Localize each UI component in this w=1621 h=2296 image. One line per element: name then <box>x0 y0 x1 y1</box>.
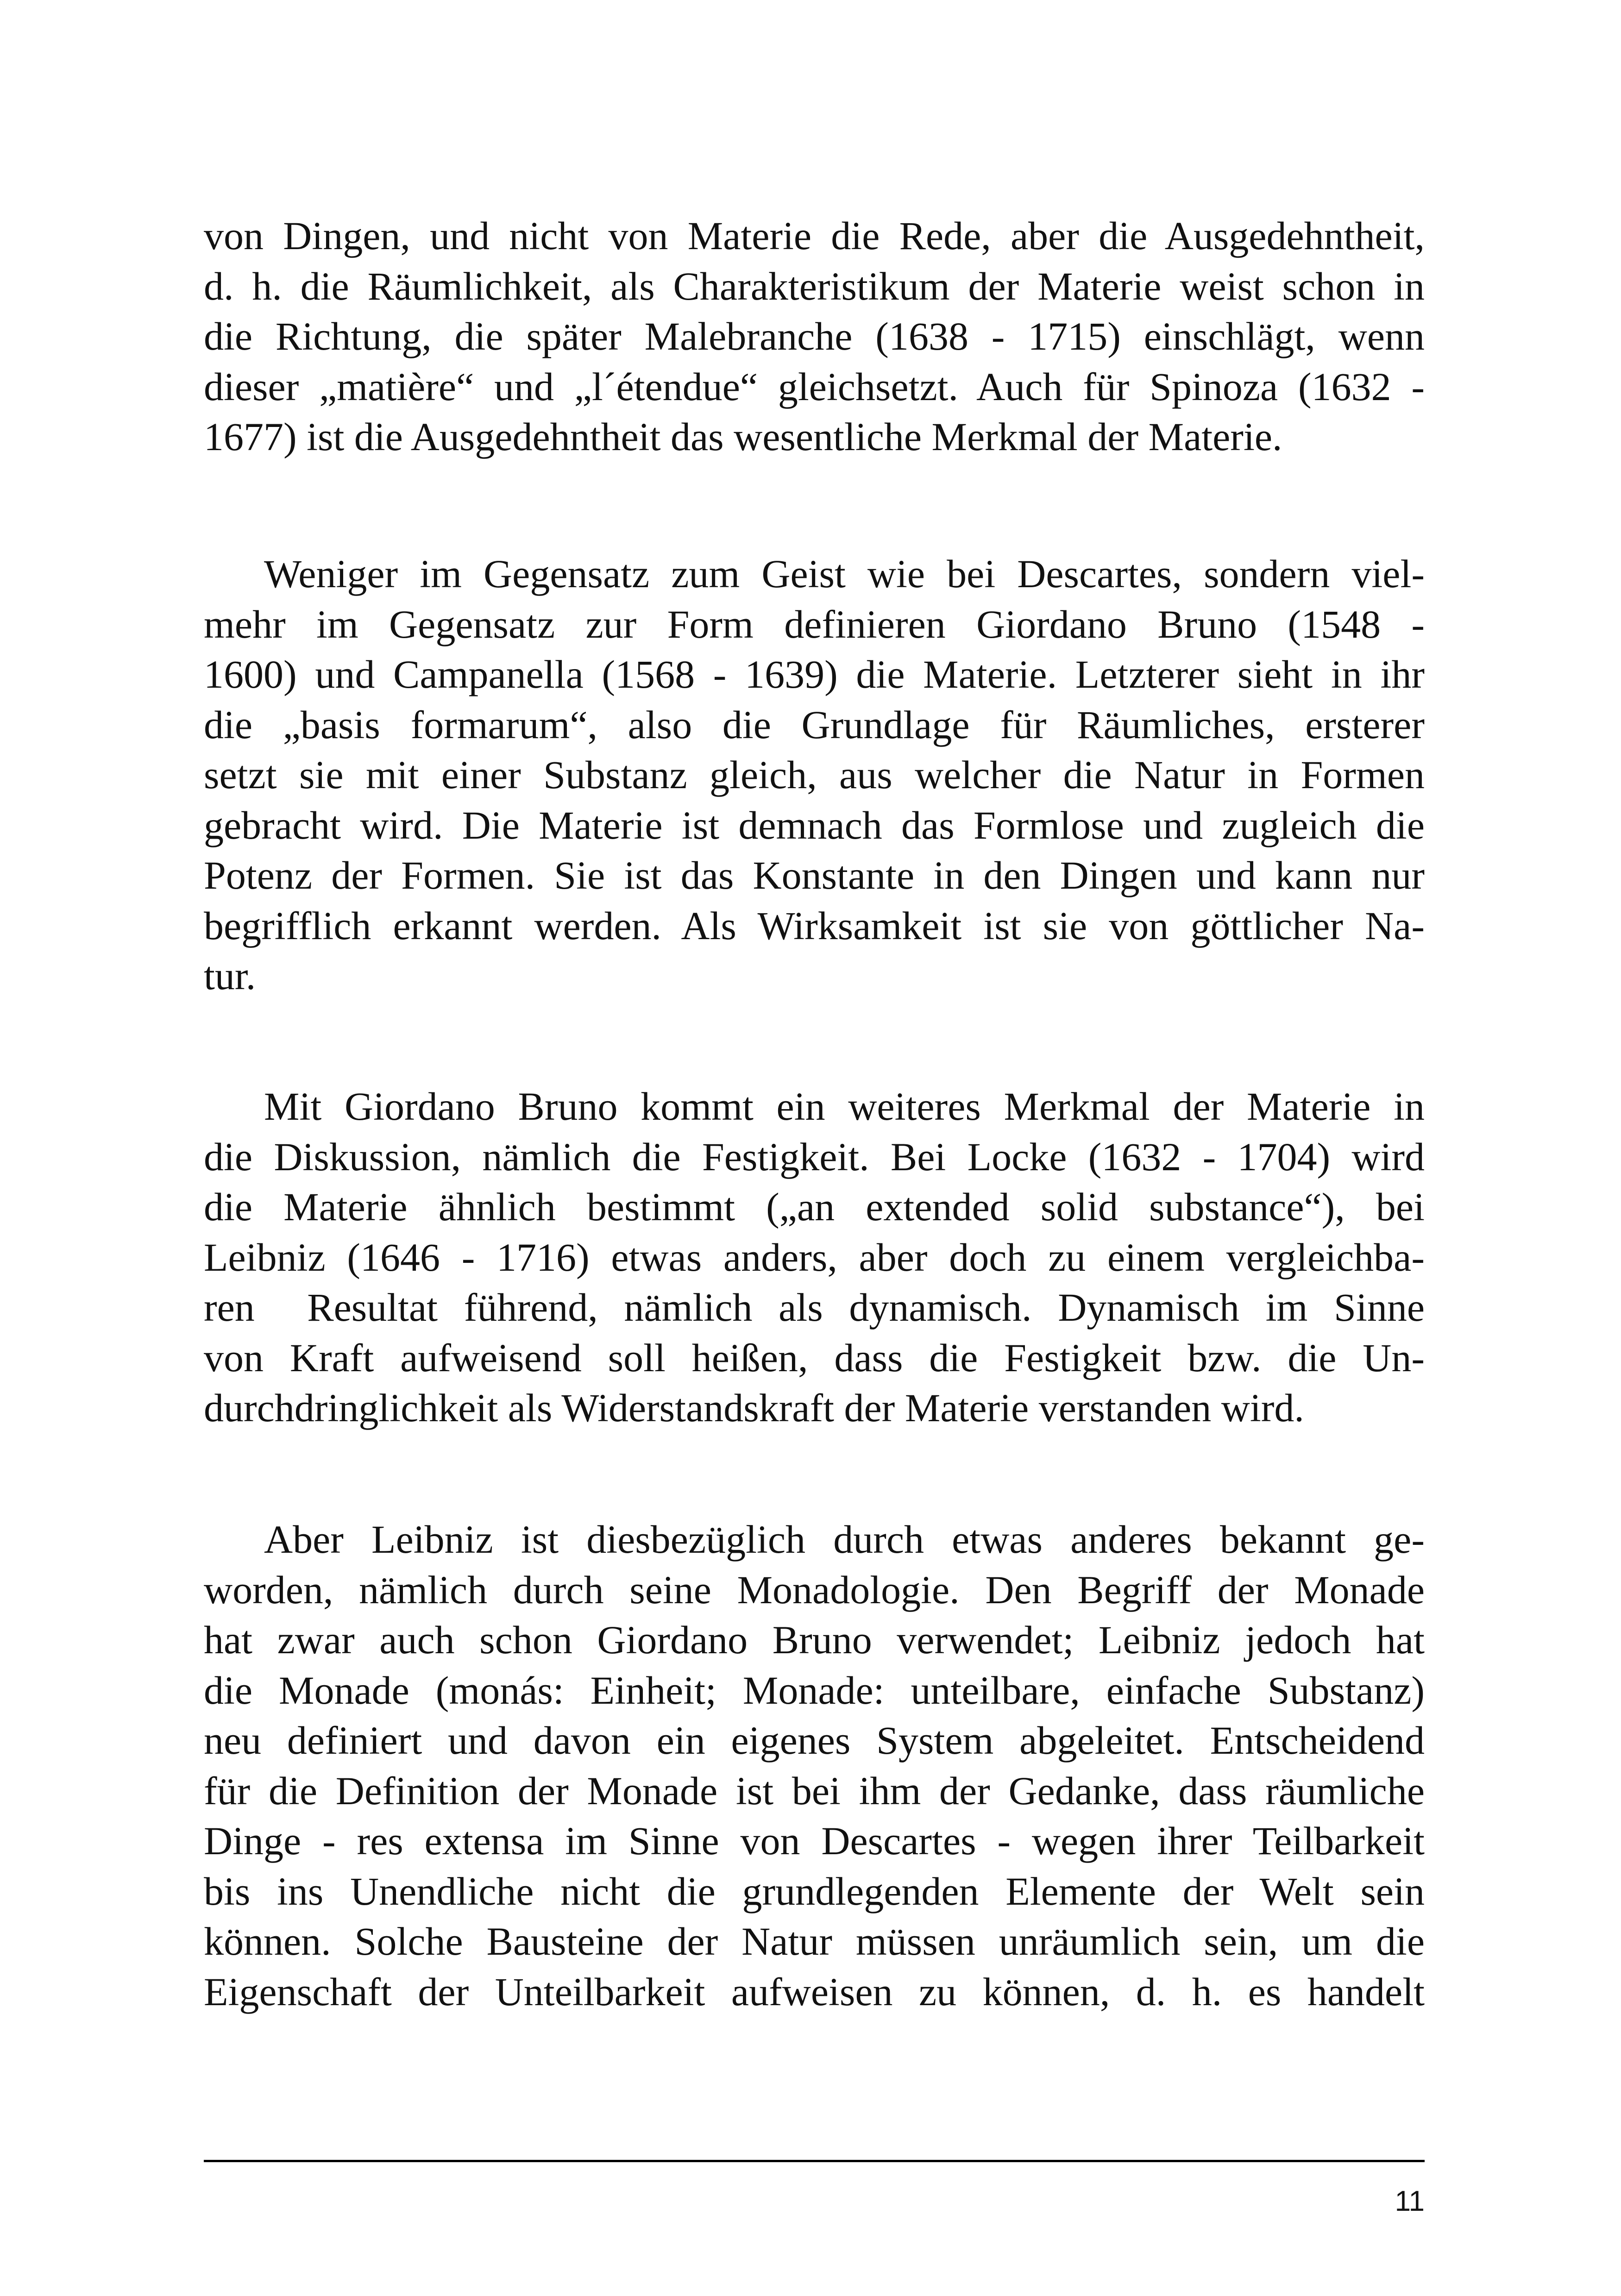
paragraph-1 <box>204 211 1425 462</box>
text-line: mehr im Gegensatz zur Form definieren Giordano Bruno (1548 - <box>204 602 1425 646</box>
text-line: 1600) und Campanella (1568 - 1639) die Materie. Letzterer sieht in ihr <box>204 652 1425 696</box>
text-line: tur. <box>204 954 256 998</box>
footer-divider <box>204 2160 1425 2162</box>
text-line: Dinge - res extensa im Sinne von Descartes - wegen ihrer Teilbarkeit <box>204 1819 1425 1863</box>
text-line: neu definiert und davon ein eigenes System abgeleitet. Entscheidend <box>204 1718 1425 1763</box>
text-line: begrifflich erkannt werden. Als Wirksamkeit ist sie von göttlicher Na- <box>204 903 1425 948</box>
text-line: gebracht wird. Die Materie ist demnach das Formlose und zugleich die <box>204 803 1425 847</box>
text-line: Potenz der Formen. Sie ist das Konstante in den Dingen und kann nur <box>204 853 1425 897</box>
text-line: Aber Leibniz ist diesbezüglich durch etwas anderes bekannt ge- <box>264 1517 1425 1562</box>
text-line: die Materie ähnlich bestimmt („an extended solid substance“), bei <box>204 1185 1425 1229</box>
text-line: von Dingen, und nicht von Materie die Rede, aber die Ausgedehntheit, <box>204 213 1425 258</box>
text-line: für die Definition der Monade ist bei ihm der Gedanke, dass räumliche <box>204 1768 1425 1813</box>
text-line: ren Resultat führend, nämlich als dynamisch. Dynamisch im Sinne <box>204 1285 1425 1330</box>
text-line: durchdringlichkeit als Widerstandskraft der Materie verstanden wird. <box>204 1386 1304 1430</box>
text-line: die Monade (monás: Einheit; Monade: unteilbare, einfache Substanz) <box>204 1668 1425 1713</box>
paragraph-3 <box>204 1081 1425 1433</box>
text-line: 1677) ist die Ausgedehntheit das wesentliche Merkmal der Materie. <box>204 414 1282 459</box>
text-line: dieser „matière“ und „l´étendue“ gleichsetzt. Auch für Spinoza (1632 - <box>204 364 1425 409</box>
text-line: können. Solche Bausteine der Natur müssen unräumlich sein, um die <box>204 1919 1425 1964</box>
paragraph-4 <box>204 1514 1425 2017</box>
text-line: Mit Giordano Bruno kommt ein weiteres Merkmal der Materie in <box>264 1084 1425 1129</box>
text-line: Leibniz (1646 - 1716) etwas anders, aber doch zu einem vergleichba- <box>204 1235 1425 1280</box>
text-line: Eigenschaft der Unteilbarkeit aufweisen zu können, d. h. es handelt <box>204 1969 1425 2014</box>
text-line: worden, nämlich durch seine Monadologie. Den Begriff der Monade <box>204 1567 1425 1612</box>
paragraph-2 <box>204 549 1425 1001</box>
text-line: setzt sie mit einer Substanz gleich, aus welcher die Natur in Formen <box>204 753 1425 797</box>
text-line: hat zwar auch schon Giordano Bruno verwendet; Leibniz jedoch hat <box>204 1618 1425 1662</box>
text-line: die „basis formarum“, also die Grundlage für Räumliches, ersterer <box>204 702 1425 747</box>
text-line: von Kraft aufweisend soll heißen, dass die Festigkeit bzw. die Un- <box>204 1335 1425 1380</box>
text-line: d. h. die Räumlichkeit, als Charakteristikum der Materie weist schon in <box>204 263 1425 308</box>
text-line: die Richtung, die später Malebranche (1638 - 1715) einschlägt, wenn <box>204 314 1425 358</box>
text-line: Weniger im Gegensatz zum Geist wie bei Descartes, sondern viel- <box>264 552 1425 596</box>
page-number: 11 <box>1395 2185 1425 2217</box>
text-line: bis ins Unendliche nicht die grundlegenden Elemente der Welt sein <box>204 1869 1425 1913</box>
text-line: die Diskussion, nämlich die Festigkeit. Bei Locke (1632 - 1704) wird <box>204 1134 1425 1179</box>
